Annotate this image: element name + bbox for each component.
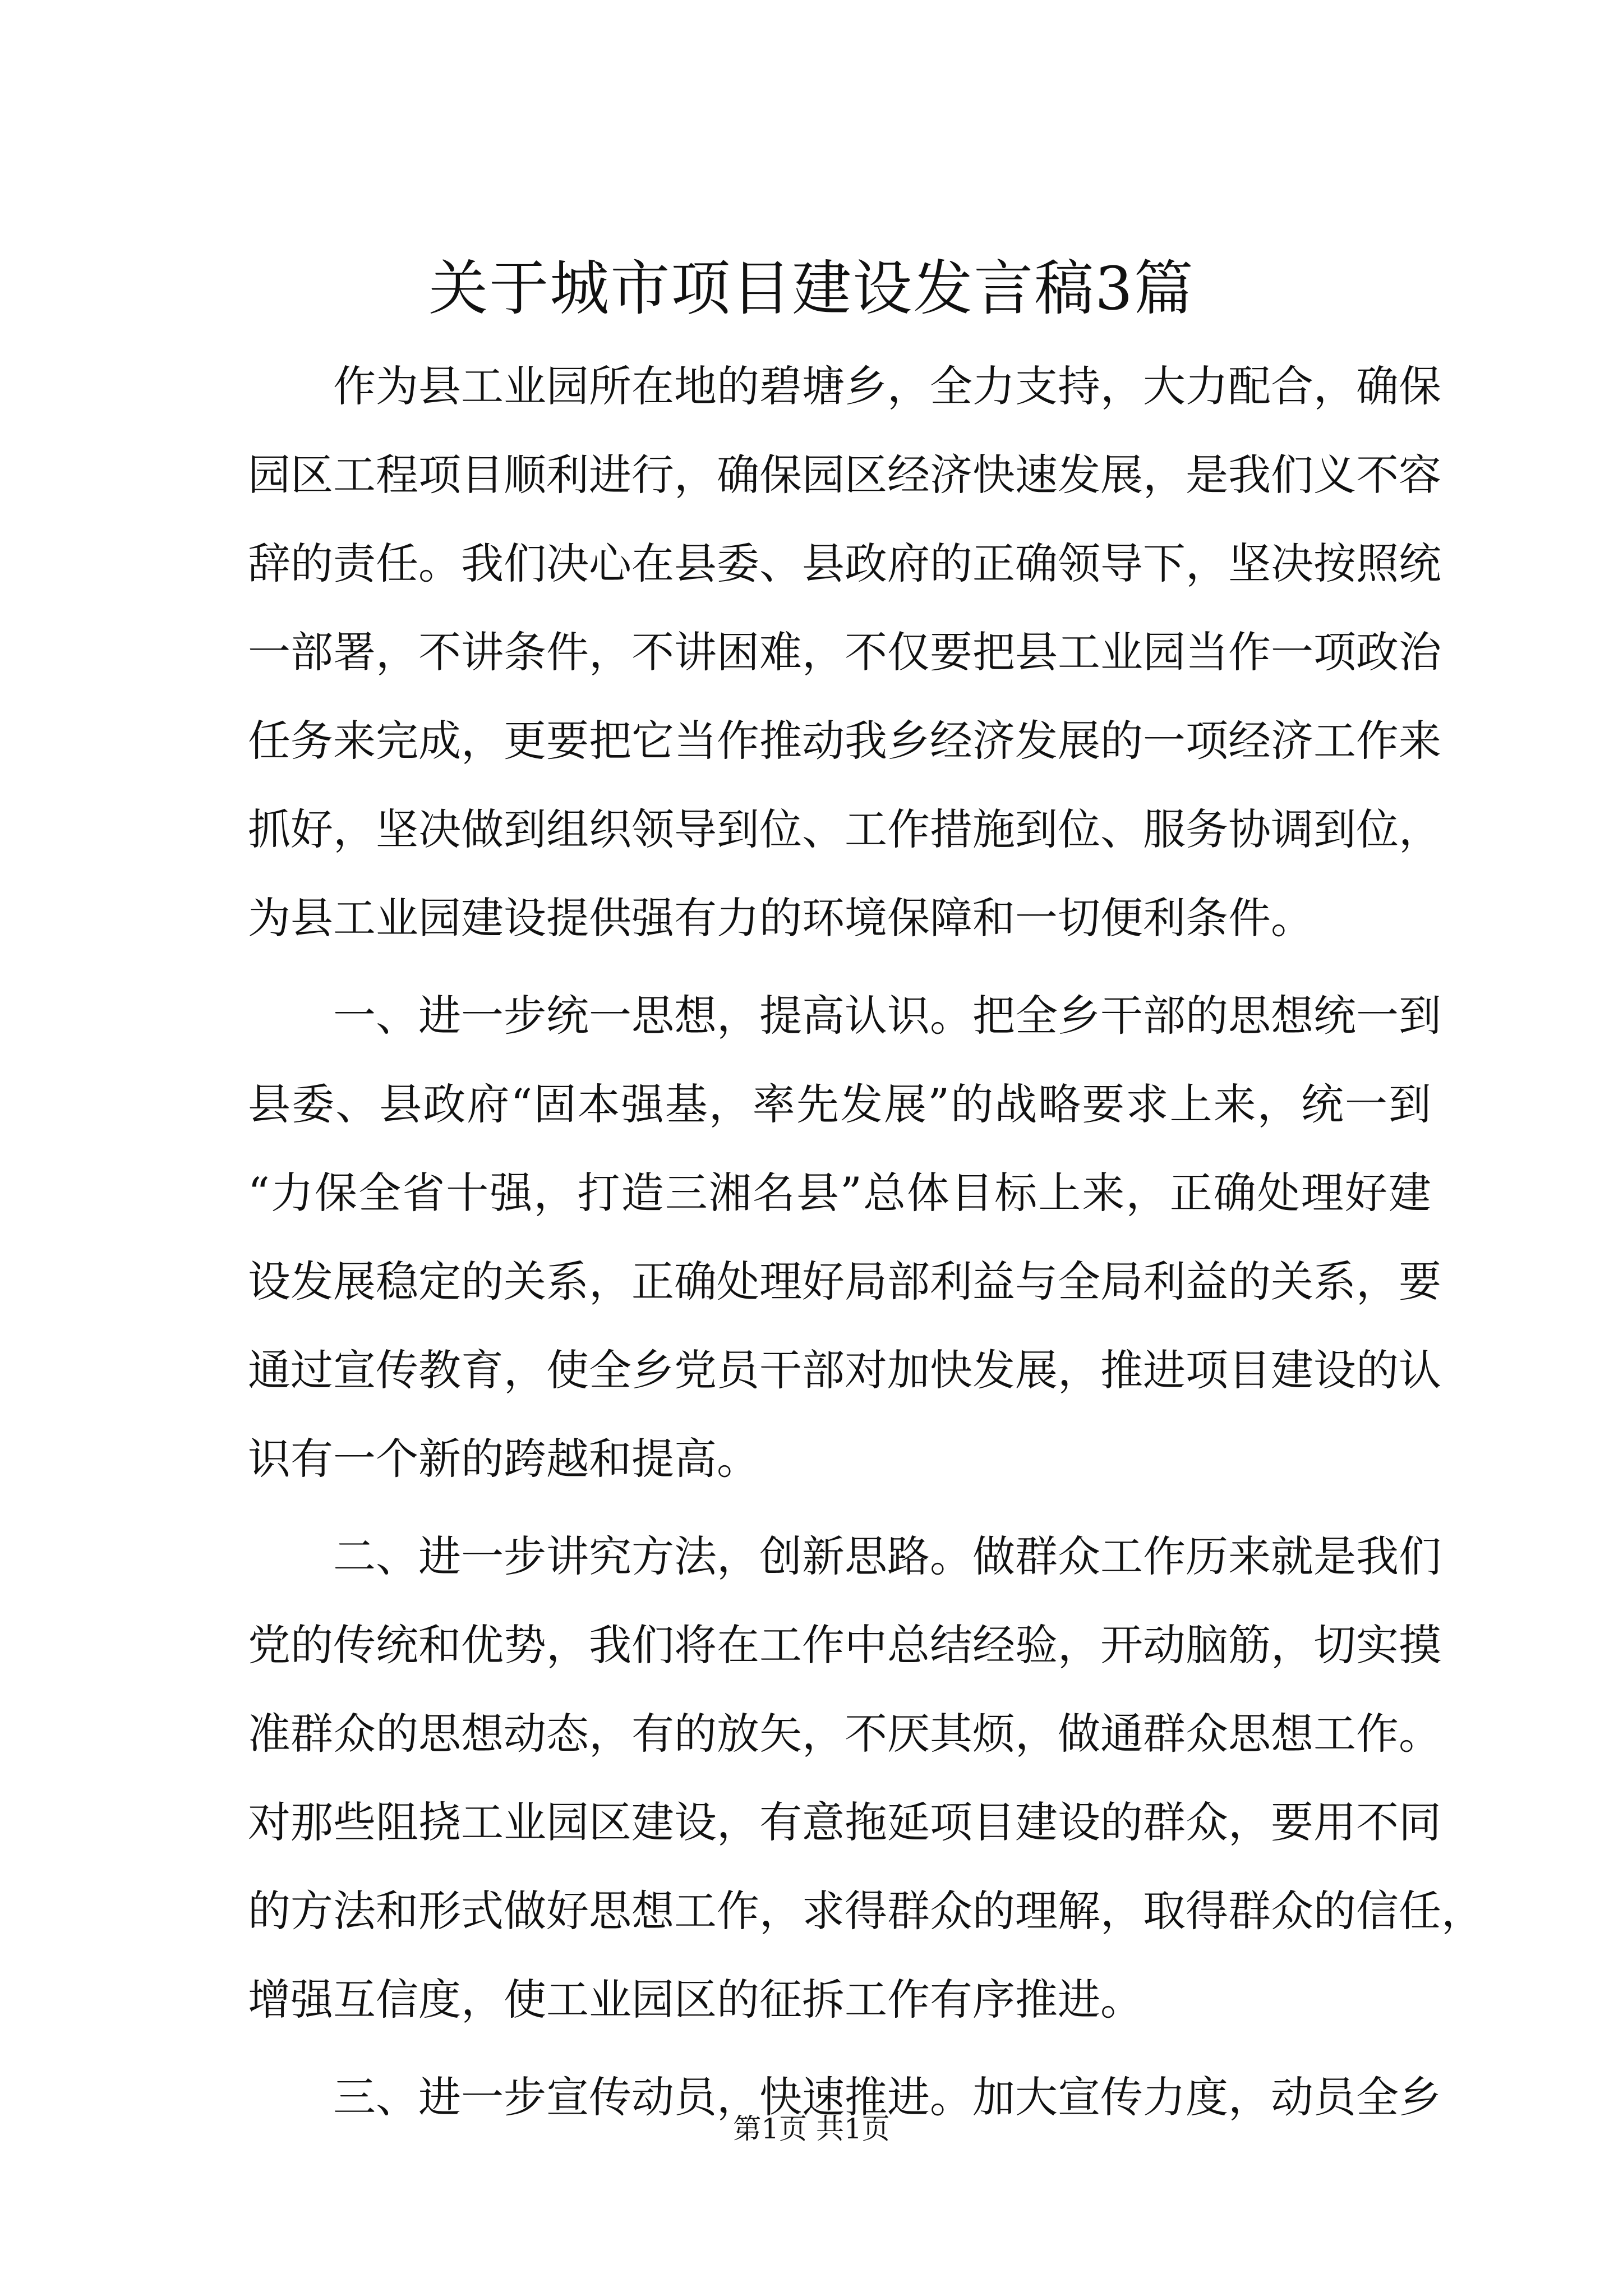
paragraph: [248, 342, 1441, 963]
text-line: 园区工程项目顺利进行，确保园区经济快速发展，是我们义不容: [248, 450, 1441, 500]
page-footer: 第1页 共1页: [733, 2113, 890, 2145]
text-line: 通过宣传教育，使全乡党员干部对加快发展，推进项目建设的认: [248, 1345, 1441, 1395]
document-body: [248, 342, 1484, 2142]
text-line: 辞的责任。我们决心在县委、县政府的正确领导下，坚决按照统: [248, 539, 1441, 588]
text-line: 识有一个新的跨越和提高。: [248, 1434, 759, 1484]
document-title: 关于城市项目建设发言稿3篇: [428, 254, 1195, 323]
paragraph: [248, 1512, 1484, 2044]
text-line: 的方法和形式做好思想工作，求得群众的理解，取得群众的信任，: [248, 1886, 1484, 1936]
text-line: 三、进一步宣传动员，快速推进。加大宣传力度，动员全乡: [333, 2072, 1441, 2122]
text-line: 县委、县政府“固本强基，率先发展”的战略要求上来，统一到: [248, 1079, 1431, 1129]
text-line: 作为县工业园所在地的碧塘乡，全力支持，大力配合，确保: [333, 361, 1441, 411]
text-line: “力保全省十强，打造三湘名县”总体目标上来，正确处理好建: [248, 1168, 1431, 1218]
text-line: 增强互信度，使工业园区的征拆工作有序推进。: [248, 1975, 1143, 2024]
text-line: 为县工业园建设提供强有力的环境保障和一切便利条件。: [248, 893, 1313, 943]
text-line: 任务来完成，更要把它当作推动我乡经济发展的一项经济工作来: [248, 716, 1441, 766]
text-line: 准群众的思想动态，有的放矢，不厌其烦，做通群众思想工作。: [248, 1709, 1441, 1759]
text-line: 对那些阻挠工业园区建设，有意拖延项目建设的群众，要用不同: [248, 1797, 1441, 1847]
text-line: 二、进一步讲究方法，创新思路。做群众工作历来就是我们: [333, 1531, 1441, 1581]
text-line: 抓好，坚决做到组织领导到位、工作措施到位、服务协调到位，: [248, 804, 1441, 854]
paragraph: [248, 972, 1441, 1503]
text-line: 一部署，不讲条件，不讲困难，不仅要把县工业园当作一项政治: [248, 627, 1441, 677]
text-line: 一、进一步统一思想，提高认识。把全乡干部的思想统一到: [333, 991, 1441, 1041]
text-line: 党的传统和优势，我们将在工作中总结经验，开动脑筋，切实摸: [248, 1620, 1441, 1670]
text-line: 设发展稳定的关系，正确处理好局部利益与全局利益的关系，要: [248, 1257, 1441, 1306]
